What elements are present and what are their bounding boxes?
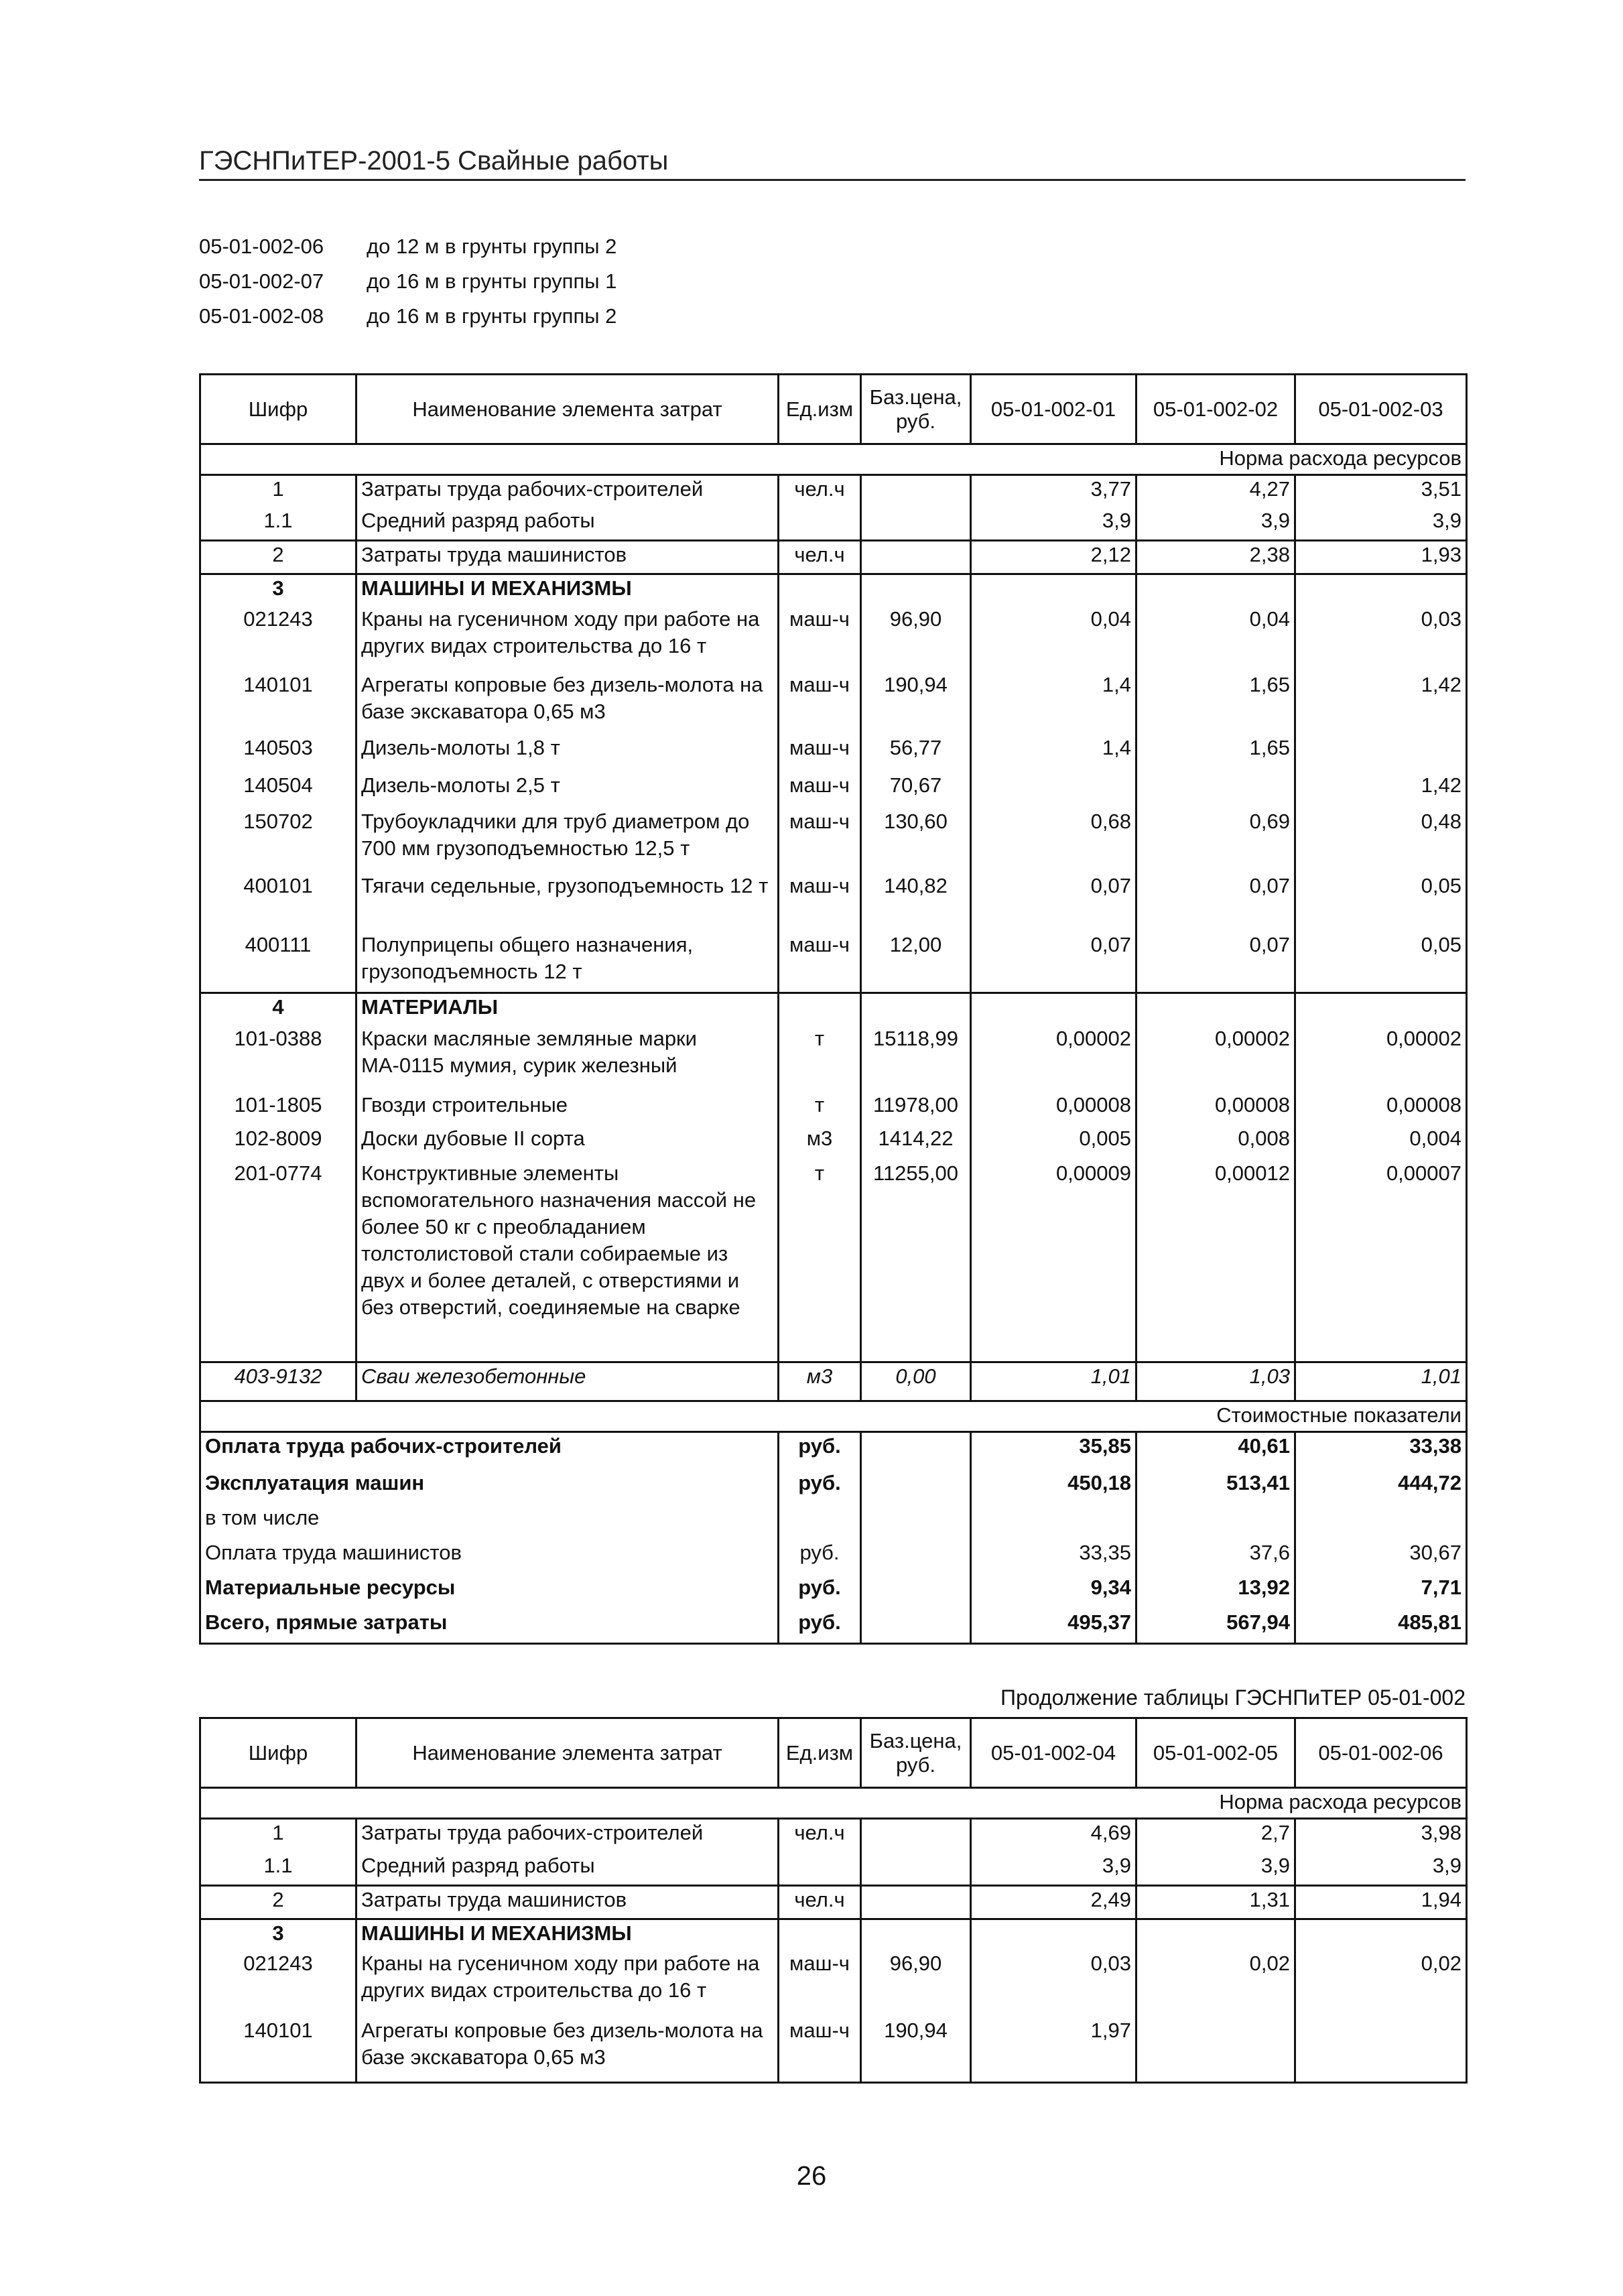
norm-value-cell: 1,42: [1295, 772, 1467, 808]
intro-text: до 16 м в грунты группы 1: [367, 269, 617, 293]
norm-value-cell: 3,98: [1295, 1819, 1467, 1852]
cost-element-name: Сваи железобетонные: [356, 1362, 779, 1401]
base-price-cell: [861, 1539, 971, 1574]
intro-code: 05-01-002-07: [199, 269, 324, 293]
unit-cell: чел.ч: [779, 1819, 861, 1852]
norm-value-cell: 0,00012: [1137, 1160, 1295, 1362]
summary-name: Материальные ресурсы: [200, 1574, 779, 1609]
norm-label: Норма расхода ресурсов: [200, 444, 1467, 475]
intro-list: [199, 235, 616, 339]
cost-value-cell: 513,41: [1137, 1470, 1295, 1505]
norm-value-cell: 0,07: [971, 932, 1137, 993]
intro-text: до 16 м в грунты группы 2: [367, 304, 617, 328]
cipher-cell: 101-0388: [200, 1025, 356, 1092]
norm-value-cell: 1,01: [1295, 1362, 1467, 1401]
cipher-cell: 140504: [200, 772, 356, 808]
cost-value-cell: [1137, 1505, 1295, 1539]
page-header: [199, 146, 1466, 181]
cost-value-cell: 13,92: [1137, 1574, 1295, 1609]
unit-cell: чел.ч: [779, 475, 861, 507]
summary-name: Оплата труда машинистов: [200, 1539, 779, 1574]
base-price-cell: 190,94: [861, 672, 971, 735]
norm-value-cell: [971, 772, 1137, 808]
norm-value-cell: 1,93: [1295, 541, 1467, 574]
table-header-row: [200, 375, 1467, 444]
cost-indicators-label: Стоимостные показатели: [200, 1401, 1467, 1432]
norm-value-cell: 3,9: [1137, 1852, 1295, 1886]
base-price-cell: [861, 1886, 971, 1919]
norm-value-cell: [1295, 1919, 1467, 1950]
unit-cell: т: [779, 1092, 861, 1125]
cost-value-cell: 567,94: [1137, 1609, 1295, 1644]
unit-cell: [779, 993, 861, 1025]
base-price-cell: 0,00: [861, 1362, 971, 1401]
unit-cell: маш-ч: [779, 1950, 861, 2017]
table-row: [200, 808, 1467, 873]
norm-value-cell: [1137, 993, 1295, 1025]
base-price-cell: 56,77: [861, 735, 971, 772]
base-price-cell: [861, 1852, 971, 1886]
norm-value-cell: 3,9: [1137, 507, 1295, 541]
norm-value-cell: 3,9: [1295, 507, 1467, 541]
norm-value-cell: 0,00002: [1137, 1025, 1295, 1092]
cost-element-name: Затраты труда рабочих-строителей: [356, 475, 779, 507]
summary-row: [200, 1539, 1467, 1574]
table-row: [200, 541, 1467, 574]
norm-value-cell: 1,01: [971, 1362, 1137, 1401]
header-cell: 05-01-002-01: [971, 375, 1137, 444]
unit-cell: маш-ч: [779, 873, 861, 932]
table-row: [200, 1092, 1467, 1125]
summary-row: [200, 1574, 1467, 1609]
table-row: [200, 1852, 1467, 1886]
base-price-cell: 12,00: [861, 932, 971, 993]
summary-name: Оплата труда рабочих-строителей: [200, 1432, 779, 1470]
cost-value-cell: 30,67: [1295, 1539, 1467, 1574]
norm-value-cell: 0,004: [1295, 1125, 1467, 1160]
unit-cell: т: [779, 1025, 861, 1092]
base-price-cell: 11255,00: [861, 1160, 971, 1362]
norm-value-cell: 0,008: [1137, 1125, 1295, 1160]
norm-value-cell: 3,9: [1295, 1852, 1467, 1886]
norm-value-cell: 1,65: [1137, 735, 1295, 772]
table-row: [200, 1886, 1467, 1919]
cipher-cell: 150702: [200, 808, 356, 873]
norm-value-cell: 1,03: [1137, 1362, 1295, 1401]
cipher-cell: 1: [200, 475, 356, 507]
intro-item: [199, 235, 616, 269]
base-price-cell: 140,82: [861, 873, 971, 932]
cost-value-cell: 33,35: [971, 1539, 1137, 1574]
norm-value-cell: 3,9: [971, 507, 1137, 541]
continuation-caption: Продолжение таблицы ГЭСНПиТЕР 05-01-002: [1000, 1685, 1466, 1710]
norm-value-cell: 0,07: [971, 873, 1137, 932]
cipher-cell: 021243: [200, 606, 356, 672]
header-cell: 05-01-002-04: [971, 1718, 1137, 1788]
norm-value-cell: 0,68: [971, 808, 1137, 873]
unit-cell: маш-ч: [779, 808, 861, 873]
base-price-cell: [861, 1609, 971, 1644]
table-row: [200, 873, 1467, 932]
norm-value-cell: 0,05: [1295, 873, 1467, 932]
cipher-cell: 403-9132: [200, 1362, 356, 1401]
base-price-cell: [861, 574, 971, 606]
norm-value-cell: 3,9: [971, 1852, 1137, 1886]
base-price-cell: [861, 1505, 971, 1539]
table-row: [200, 1025, 1467, 1092]
table-row: [200, 993, 1467, 1025]
table-row: [200, 672, 1467, 735]
table-row: [200, 735, 1467, 772]
header-cell: 05-01-002-02: [1137, 375, 1295, 444]
cipher-cell: 3: [200, 574, 356, 606]
cost-element-name: Затраты труда рабочих-строителей: [356, 1819, 779, 1852]
unit-cell: [779, 1505, 861, 1539]
base-price-cell: 130,60: [861, 808, 971, 873]
norm-value-cell: 0,00002: [971, 1025, 1137, 1092]
norm-value-cell: 1,4: [971, 735, 1137, 772]
cost-element-name: Краски масляные земляные марки МА-0115 мумия, сурик железный: [356, 1025, 779, 1092]
norm-value-cell: 1,94: [1295, 1886, 1467, 1919]
cost-element-name: Агрегаты копровые без дизель-молота на базе экскаватора 0,65 м3: [356, 672, 779, 735]
norm-value-cell: [1137, 2017, 1295, 2083]
norm-value-cell: [1295, 574, 1467, 606]
base-price-cell: [861, 1919, 971, 1950]
intro-item: [199, 304, 616, 339]
cipher-cell: 2: [200, 541, 356, 574]
table-row: [200, 1362, 1467, 1401]
table-header-row: [200, 1718, 1467, 1788]
unit-cell: т: [779, 1160, 861, 1362]
summary-name: Всего, прямые затраты: [200, 1609, 779, 1644]
cost-element-name: Дизель-молоты 2,5 т: [356, 772, 779, 808]
norm-value-cell: 0,00008: [1295, 1092, 1467, 1125]
cost-element-name: МАШИНЫ И МЕХАНИЗМЫ: [356, 574, 779, 606]
base-price-cell: 96,90: [861, 606, 971, 672]
table-row: [200, 932, 1467, 993]
header-cell: 05-01-002-06: [1295, 1718, 1467, 1788]
norm-value-cell: 0,03: [1295, 606, 1467, 672]
cost-element-name: Тягачи седельные, грузоподъемность 12 т: [356, 873, 779, 932]
base-price-cell: [861, 1470, 971, 1505]
base-price-cell: 70,67: [861, 772, 971, 808]
base-price-cell: [861, 475, 971, 507]
cost-element-name: Затраты труда машинистов: [356, 541, 779, 574]
cost-element-name: Средний разряд работы: [356, 1852, 779, 1886]
norm-value-cell: 0,03: [971, 1950, 1137, 2017]
cost-value-cell: 9,34: [971, 1574, 1137, 1609]
table-row: [200, 1950, 1467, 2017]
norm-value-cell: 3,77: [971, 475, 1137, 507]
unit-cell: маш-ч: [779, 606, 861, 672]
cost-element-name: Доски дубовые II сорта: [356, 1125, 779, 1160]
unit-cell: чел.ч: [779, 541, 861, 574]
header-cell: 05-01-002-03: [1295, 375, 1467, 444]
cost-element-name: Средний разряд работы: [356, 507, 779, 541]
base-price-cell: 190,94: [861, 2017, 971, 2083]
unit-cell: чел.ч: [779, 1886, 861, 1919]
header-cell: 05-01-002-05: [1137, 1718, 1295, 1788]
unit-cell: руб.: [779, 1574, 861, 1609]
norm-value-cell: [1295, 993, 1467, 1025]
resource-norm-table: [199, 373, 1468, 1645]
norm-value-cell: 0,00007: [1295, 1160, 1467, 1362]
cipher-cell: 4: [200, 993, 356, 1025]
base-price-cell: [861, 1432, 971, 1470]
cipher-cell: 1.1: [200, 1852, 356, 1886]
cost-element-name: Трубоукладчики для труб диаметром до 700 мм грузоподъемностью 12,5 т: [356, 808, 779, 873]
unit-cell: маш-ч: [779, 932, 861, 993]
norm-value-cell: 0,005: [971, 1125, 1137, 1160]
unit-cell: [779, 1919, 861, 1950]
norm-value-cell: 0,07: [1137, 873, 1295, 932]
norm-value-cell: 0,04: [971, 606, 1137, 672]
norm-value-cell: 0,00008: [971, 1092, 1137, 1125]
base-price-cell: [861, 1819, 971, 1852]
summary-row: [200, 1470, 1467, 1505]
intro-item: [199, 269, 616, 304]
cost-element-name: Агрегаты копровые без дизель-молота на базе экскаватора 0,65 м3: [356, 2017, 779, 2083]
table-row: [200, 574, 1467, 606]
norm-value-cell: [1137, 1919, 1295, 1950]
unit-cell: м3: [779, 1362, 861, 1401]
summary-row: [200, 1432, 1467, 1470]
unit-cell: руб.: [779, 1539, 861, 1574]
norm-value-cell: [1295, 2017, 1467, 2083]
table-row: [200, 1919, 1467, 1950]
base-price-cell: 11978,00: [861, 1092, 971, 1125]
cost-element-name: Полуприцепы общего назначения, грузоподъемность 12 т: [356, 932, 779, 993]
table-row: [200, 772, 1467, 808]
cipher-cell: 140101: [200, 672, 356, 735]
norm-value-cell: 1,65: [1137, 672, 1295, 735]
cost-value-cell: 485,81: [1295, 1609, 1467, 1644]
cost-value-cell: 495,37: [971, 1609, 1137, 1644]
cost-element-name: Затраты труда машинистов: [356, 1886, 779, 1919]
unit-cell: маш-ч: [779, 735, 861, 772]
norm-value-cell: 0,05: [1295, 932, 1467, 993]
cost-value-cell: 33,38: [1295, 1432, 1467, 1470]
page-header-title: ГЭСНПиТЕР-2001-5 Свайные работы: [199, 146, 669, 176]
intro-code: 05-01-002-06: [199, 235, 324, 258]
unit-cell: [779, 574, 861, 606]
unit-cell: маш-ч: [779, 772, 861, 808]
summary-row: [200, 1505, 1467, 1539]
norm-value-cell: 0,07: [1137, 932, 1295, 993]
base-price-cell: [861, 541, 971, 574]
base-price-cell: 96,90: [861, 1950, 971, 2017]
cipher-cell: 1.1: [200, 507, 356, 541]
cost-value-cell: 444,72: [1295, 1470, 1467, 1505]
base-price-cell: [861, 507, 971, 541]
base-price-cell: [861, 993, 971, 1025]
cost-indicators-label-row: [200, 1401, 1467, 1432]
cipher-cell: 2: [200, 1886, 356, 1919]
norm-label-row: [200, 444, 1467, 475]
cipher-cell: 3: [200, 1919, 356, 1950]
norm-value-cell: 2,7: [1137, 1819, 1295, 1852]
cost-value-cell: 37,6: [1137, 1539, 1295, 1574]
norm-value-cell: [1295, 735, 1467, 772]
cost-element-name: Краны на гусеничном ходу при работе на других видах строительства до 16 т: [356, 606, 779, 672]
summary-name: Эксплуатация машин: [200, 1470, 779, 1505]
table-row: [200, 1160, 1467, 1362]
cost-value-cell: 40,61: [1137, 1432, 1295, 1470]
norm-value-cell: 0,00009: [971, 1160, 1137, 1362]
header-cell: Наименование элемента затрат: [356, 1718, 779, 1788]
header-cell: Ед.изм: [779, 375, 861, 444]
norm-value-cell: [971, 993, 1137, 1025]
summary-name: в том числе: [200, 1505, 779, 1539]
header-cell: Баз.цена, руб.: [861, 375, 971, 444]
cost-element-name: Конструктивные элементы вспомогательного назначения массой не более 50 кг с преобладанием толстолистовой стали собираемые из двух и более деталей, с отверстиями и без отверстий, соединяемые на сварке: [356, 1160, 779, 1362]
table-row: [200, 606, 1467, 672]
cost-element-name: МАТЕРИАЛЫ: [356, 993, 779, 1025]
base-price-cell: 1414,22: [861, 1125, 971, 1160]
norm-value-cell: 0,04: [1137, 606, 1295, 672]
unit-cell: [779, 1852, 861, 1886]
norm-value-cell: 1,42: [1295, 672, 1467, 735]
resource-norm-table-continued: [199, 1717, 1468, 2084]
norm-value-cell: 0,00002: [1295, 1025, 1467, 1092]
unit-cell: руб.: [779, 1609, 861, 1644]
header-cell: Баз.цена, руб.: [861, 1718, 971, 1788]
header-cell: Наименование элемента затрат: [356, 375, 779, 444]
unit-cell: маш-ч: [779, 672, 861, 735]
norm-value-cell: 1,4: [971, 672, 1137, 735]
intro-code: 05-01-002-08: [199, 304, 324, 328]
norm-value-cell: [1137, 772, 1295, 808]
cipher-cell: 140101: [200, 2017, 356, 2083]
norm-value-cell: 4,27: [1137, 475, 1295, 507]
intro-text: до 12 м в грунты группы 2: [367, 235, 617, 258]
table-row: [200, 2017, 1467, 2083]
cost-value-cell: [971, 1505, 1137, 1539]
norm-label-row: [200, 1788, 1467, 1819]
unit-cell: руб.: [779, 1432, 861, 1470]
norm-value-cell: 0,00008: [1137, 1092, 1295, 1125]
cipher-cell: 140503: [200, 735, 356, 772]
norm-label: Норма расхода ресурсов: [200, 1788, 1467, 1819]
header-cell: Ед.изм: [779, 1718, 861, 1788]
norm-value-cell: 4,69: [971, 1819, 1137, 1852]
cost-value-cell: [1295, 1505, 1467, 1539]
cost-value-cell: 35,85: [971, 1432, 1137, 1470]
norm-value-cell: 2,38: [1137, 541, 1295, 574]
norm-value-cell: 2,12: [971, 541, 1137, 574]
cost-value-cell: 7,71: [1295, 1574, 1467, 1609]
page-number: 26: [796, 2161, 827, 2191]
norm-value-cell: 1,97: [971, 2017, 1137, 2083]
norm-value-cell: 3,51: [1295, 475, 1467, 507]
base-price-cell: [861, 1574, 971, 1609]
norm-value-cell: [1137, 574, 1295, 606]
table-row: [200, 1125, 1467, 1160]
unit-cell: м3: [779, 1125, 861, 1160]
cost-element-name: Гвозди строительные: [356, 1092, 779, 1125]
norm-value-cell: [971, 574, 1137, 606]
cipher-cell: 021243: [200, 1950, 356, 2017]
norm-value-cell: [971, 1919, 1137, 1950]
summary-row: [200, 1609, 1467, 1644]
unit-cell: маш-ч: [779, 2017, 861, 2083]
cipher-cell: 400111: [200, 932, 356, 993]
cost-element-name: Дизель-молоты 1,8 т: [356, 735, 779, 772]
unit-cell: [779, 507, 861, 541]
norm-value-cell: 0,69: [1137, 808, 1295, 873]
table-row: [200, 507, 1467, 541]
header-cell: Шифр: [200, 375, 356, 444]
cipher-cell: 102-8009: [200, 1125, 356, 1160]
cipher-cell: 201-0774: [200, 1160, 356, 1362]
norm-value-cell: 2,49: [971, 1886, 1137, 1919]
cost-value-cell: 450,18: [971, 1470, 1137, 1505]
norm-value-cell: 0,02: [1295, 1950, 1467, 2017]
cipher-cell: 400101: [200, 873, 356, 932]
norm-value-cell: 1,31: [1137, 1886, 1295, 1919]
header-cell: Шифр: [200, 1718, 356, 1788]
table-row: [200, 1819, 1467, 1852]
base-price-cell: 15118,99: [861, 1025, 971, 1092]
cipher-cell: 101-1805: [200, 1092, 356, 1125]
cipher-cell: 1: [200, 1819, 356, 1852]
norm-value-cell: 0,48: [1295, 808, 1467, 873]
unit-cell: руб.: [779, 1470, 861, 1505]
cost-element-name: МАШИНЫ И МЕХАНИЗМЫ: [356, 1919, 779, 1950]
norm-value-cell: 0,02: [1137, 1950, 1295, 2017]
cost-element-name: Краны на гусеничном ходу при работе на других видах строительства до 16 т: [356, 1950, 779, 2017]
table-row: [200, 475, 1467, 507]
